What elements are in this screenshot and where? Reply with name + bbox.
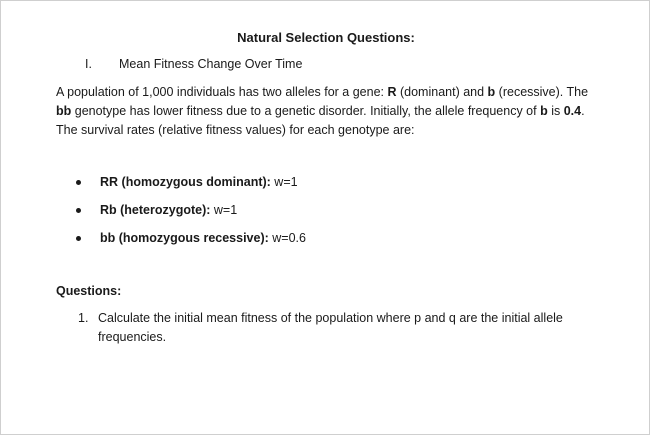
question-number: 1. bbox=[78, 311, 89, 325]
intro-text: A population of 1,000 individuals has two alleles for a gene: bbox=[56, 85, 388, 99]
allele-b: b bbox=[487, 85, 496, 99]
genotype-label: bb (homozygous recessive): bbox=[100, 231, 269, 245]
section-heading bbox=[85, 57, 302, 71]
question-text: Calculate the initial mean fitness of the population where p and q are the initial allele frequencies. bbox=[98, 311, 563, 344]
bullet-icon bbox=[76, 208, 81, 213]
section-heading-text: Mean Fitness Change Over Time bbox=[119, 57, 303, 71]
intro-text: (recessive). The bbox=[495, 85, 589, 99]
list-item bbox=[56, 201, 306, 229]
allele-b: b bbox=[540, 104, 548, 118]
allele-frequency: 0.4 bbox=[563, 104, 582, 118]
fitness-value: w=1 bbox=[210, 203, 238, 217]
genotype-list bbox=[56, 173, 306, 257]
intro-text: (dominant) and bbox=[396, 85, 488, 99]
fitness-value: w=1 bbox=[270, 175, 298, 189]
question-list bbox=[56, 309, 596, 347]
bullet-icon bbox=[76, 236, 81, 241]
section-numeral: I. bbox=[85, 57, 92, 71]
bullet-icon bbox=[76, 180, 81, 185]
list-item bbox=[56, 229, 306, 257]
genotype-label: RR (homozygous dominant): bbox=[100, 175, 271, 189]
page-title: Natural Selection Questions: bbox=[237, 30, 415, 45]
intro-paragraph bbox=[56, 83, 601, 140]
genotype-bb: bb bbox=[56, 104, 72, 118]
genotype-label: Rb (heterozygote): bbox=[100, 203, 211, 217]
list-item bbox=[56, 173, 306, 201]
questions-heading: Questions: bbox=[56, 284, 122, 298]
intro-text: genotype has lower fitness due to a genetic disorder. Initially, the allele frequency of bbox=[71, 104, 541, 118]
fitness-value: w=0.6 bbox=[268, 231, 306, 245]
allele-r: R bbox=[387, 85, 397, 99]
intro-text: is bbox=[547, 104, 564, 118]
intro-text: . The survival rates (relative fitness values) for each genotype are: bbox=[56, 104, 585, 137]
question-item bbox=[56, 309, 596, 347]
